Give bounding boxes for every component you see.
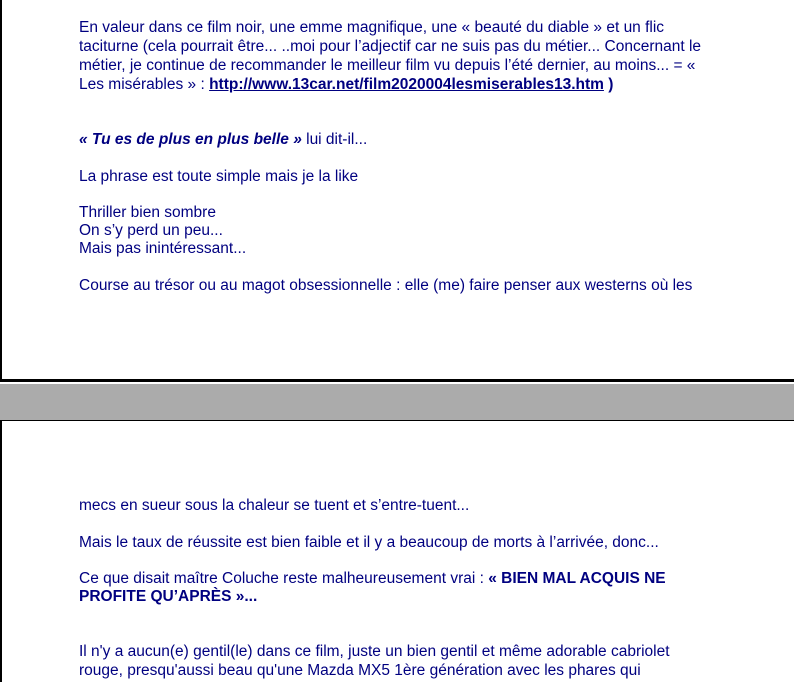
paragraph-line: taciturne (cela pourrait être... ..moi pour l’adjectif car ne suis pas du métier... Concernant le	[79, 38, 702, 55]
paragraph-line: Mais le taux de réussite est bien faible et il y a beaucoup de morts à l’arrivée, donc...	[79, 534, 659, 551]
coluche-quote-part-2: PROFITE QU’APRÈS »...	[79, 588, 258, 605]
paragraph-line: En valeur dans ce film noir, une emme magnifique, une « beauté du diable » et un flic	[79, 19, 665, 36]
paragraph-line: Mais pas inintéressant...	[79, 240, 247, 257]
paragraph-line: rouge, presqu'aussi beau qu'une Mazda MX5 1ère génération avec les phares qui	[79, 662, 641, 679]
paragraph-line: La phrase est toute simple mais je la like	[79, 168, 359, 185]
link-prefix-text: Les misérables » :	[79, 76, 210, 93]
paragraph-line-with-link	[79, 76, 613, 94]
film-link[interactable]: http://www.13car.net/film2020004lesmiserables13.htm	[209, 76, 604, 93]
quote-attribution: lui dit-il...	[301, 131, 368, 148]
coluche-intro-text: Ce que disait maître Coluche reste malheureusement vrai :	[79, 570, 489, 587]
paragraph-line: On s’y perd un peu...	[79, 222, 223, 239]
paragraph-line: Thriller bien sombre	[79, 204, 216, 221]
paragraph-line: Course au trésor ou au magot obsessionnelle : elle (me) faire penser aux westerns où les	[79, 277, 693, 294]
page-gap	[0, 384, 794, 421]
quote-line	[79, 131, 367, 149]
document-page-2	[0, 420, 794, 682]
quote-text: « Tu es de plus en plus belle »	[79, 131, 302, 148]
paragraph-line: Il n'y a aucun(e) gentil(le) dans ce film, juste un bien gentil et même adorable cabriolet	[79, 643, 670, 660]
closing-parenthesis: )	[603, 76, 614, 93]
paragraph-line-with-quote	[79, 570, 666, 588]
paragraph-line: métier, je continue de recommander le meilleur film vu depuis l’été dernier, au moins... = «	[79, 57, 696, 74]
coluche-quote-part-1: « BIEN MAL ACQUIS NE	[488, 570, 666, 587]
paragraph-line: mecs en sueur sous la chaleur se tuent et s’entre-tuent...	[79, 497, 470, 514]
